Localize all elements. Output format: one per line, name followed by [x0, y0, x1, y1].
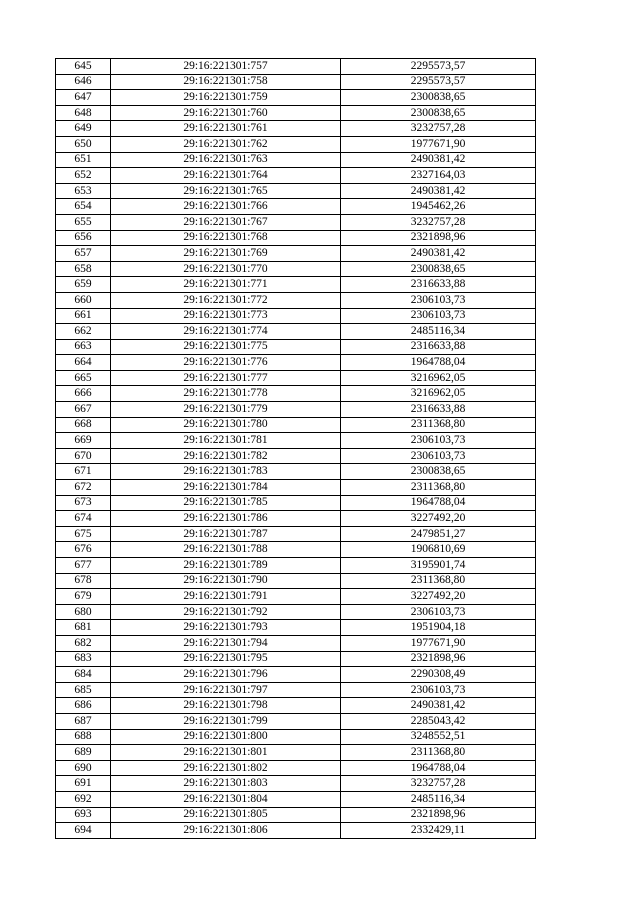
row-number-cell: 654 [56, 199, 111, 215]
cadastral-number-cell: 29:16:221301:779 [111, 402, 341, 418]
table-row [56, 760, 536, 776]
cadastral-number-cell: 29:16:221301:798 [111, 698, 341, 714]
cadastral-number-cell: 29:16:221301:806 [111, 823, 341, 839]
row-number-cell: 662 [56, 324, 111, 340]
cadastral-number-cell: 29:16:221301:776 [111, 355, 341, 371]
table-row [56, 807, 536, 823]
cadastral-number-cell: 29:16:221301:774 [111, 324, 341, 340]
cadastral-value-cell: 2300838,65 [341, 261, 536, 277]
row-number-cell: 653 [56, 183, 111, 199]
cadastral-number-cell: 29:16:221301:785 [111, 495, 341, 511]
row-number-cell: 673 [56, 495, 111, 511]
cadastral-number-cell: 29:16:221301:804 [111, 791, 341, 807]
table-row [56, 729, 536, 745]
table-row [56, 261, 536, 277]
table-row [56, 604, 536, 620]
cadastral-number-cell: 29:16:221301:782 [111, 448, 341, 464]
cadastral-number-cell: 29:16:221301:762 [111, 136, 341, 152]
table-row [56, 823, 536, 839]
table-row [56, 651, 536, 667]
row-number-cell: 652 [56, 168, 111, 184]
cadastral-value-cell: 2295573,57 [341, 74, 536, 90]
cadastral-value-cell: 2311368,80 [341, 745, 536, 761]
row-number-cell: 694 [56, 823, 111, 839]
cadastral-value-cell: 2311368,80 [341, 480, 536, 496]
cadastral-value-cell: 1977671,90 [341, 635, 536, 651]
row-number-cell: 686 [56, 698, 111, 714]
row-number-cell: 674 [56, 511, 111, 527]
cadastral-value-cell: 3227492,20 [341, 589, 536, 605]
cadastral-number-cell: 29:16:221301:790 [111, 573, 341, 589]
row-number-cell: 675 [56, 526, 111, 542]
cadastral-value-cell: 1964788,04 [341, 760, 536, 776]
row-number-cell: 657 [56, 246, 111, 262]
cadastral-number-cell: 29:16:221301:775 [111, 339, 341, 355]
table-row [56, 59, 536, 75]
row-number-cell: 649 [56, 121, 111, 137]
table-row [56, 480, 536, 496]
cadastral-value-cell: 1951904,18 [341, 620, 536, 636]
table-row [56, 230, 536, 246]
table-row [56, 620, 536, 636]
table-row [56, 682, 536, 698]
cadastral-value-cell: 2316633,88 [341, 339, 536, 355]
table-row [56, 355, 536, 371]
table-row [56, 308, 536, 324]
row-number-cell: 691 [56, 776, 111, 792]
row-number-cell: 651 [56, 152, 111, 168]
cadastral-value-cell: 2300838,65 [341, 90, 536, 106]
cadastral-number-cell: 29:16:221301:800 [111, 729, 341, 745]
cadastral-number-cell: 29:16:221301:802 [111, 760, 341, 776]
cadastral-value-cell: 2300838,65 [341, 464, 536, 480]
table-row [56, 448, 536, 464]
row-number-cell: 681 [56, 620, 111, 636]
cadastral-number-cell: 29:16:221301:768 [111, 230, 341, 246]
cadastral-value-cell: 3248552,51 [341, 729, 536, 745]
cadastral-number-cell: 29:16:221301:796 [111, 667, 341, 683]
cadastral-number-cell: 29:16:221301:789 [111, 558, 341, 574]
cadastral-number-cell: 29:16:221301:788 [111, 542, 341, 558]
cadastral-value-cell: 2321898,96 [341, 230, 536, 246]
cadastral-number-cell: 29:16:221301:772 [111, 292, 341, 308]
cadastral-number-cell: 29:16:221301:781 [111, 433, 341, 449]
cadastral-value-cell: 3195901,74 [341, 558, 536, 574]
row-number-cell: 678 [56, 573, 111, 589]
cadastral-number-cell: 29:16:221301:764 [111, 168, 341, 184]
table-body [56, 59, 536, 839]
row-number-cell: 658 [56, 261, 111, 277]
row-number-cell: 655 [56, 214, 111, 230]
table-row [56, 417, 536, 433]
row-number-cell: 682 [56, 635, 111, 651]
cadastral-value-table [55, 58, 536, 839]
table-row [56, 745, 536, 761]
cadastral-value-cell: 2316633,88 [341, 277, 536, 293]
cadastral-value-cell: 2295573,57 [341, 59, 536, 75]
cadastral-number-cell: 29:16:221301:769 [111, 246, 341, 262]
table-row [56, 526, 536, 542]
cadastral-number-cell: 29:16:221301:773 [111, 308, 341, 324]
cadastral-number-cell: 29:16:221301:792 [111, 604, 341, 620]
table-row [56, 152, 536, 168]
cadastral-number-cell: 29:16:221301:763 [111, 152, 341, 168]
cadastral-number-cell: 29:16:221301:803 [111, 776, 341, 792]
row-number-cell: 647 [56, 90, 111, 106]
cadastral-number-cell: 29:16:221301:801 [111, 745, 341, 761]
cadastral-value-cell: 2306103,73 [341, 604, 536, 620]
table-row [56, 402, 536, 418]
row-number-cell: 656 [56, 230, 111, 246]
row-number-cell: 687 [56, 713, 111, 729]
cadastral-number-cell: 29:16:221301:777 [111, 370, 341, 386]
cadastral-value-cell: 2479851,27 [341, 526, 536, 542]
table-row [56, 635, 536, 651]
table-row [56, 698, 536, 714]
cadastral-number-cell: 29:16:221301:766 [111, 199, 341, 215]
row-number-cell: 645 [56, 59, 111, 75]
cadastral-value-cell: 2285043,42 [341, 713, 536, 729]
cadastral-value-cell: 3232757,28 [341, 214, 536, 230]
cadastral-number-cell: 29:16:221301:797 [111, 682, 341, 698]
row-number-cell: 689 [56, 745, 111, 761]
table-row [56, 90, 536, 106]
cadastral-number-cell: 29:16:221301:765 [111, 183, 341, 199]
table-row [56, 246, 536, 262]
row-number-cell: 669 [56, 433, 111, 449]
table-row [56, 136, 536, 152]
row-number-cell: 661 [56, 308, 111, 324]
cadastral-number-cell: 29:16:221301:771 [111, 277, 341, 293]
table-row [56, 386, 536, 402]
cadastral-number-cell: 29:16:221301:793 [111, 620, 341, 636]
cadastral-number-cell: 29:16:221301:795 [111, 651, 341, 667]
cadastral-number-cell: 29:16:221301:759 [111, 90, 341, 106]
row-number-cell: 670 [56, 448, 111, 464]
table-row [56, 511, 536, 527]
cadastral-value-cell: 2306103,73 [341, 433, 536, 449]
cadastral-value-cell: 3232757,28 [341, 776, 536, 792]
cadastral-value-cell: 3232757,28 [341, 121, 536, 137]
cadastral-number-cell: 29:16:221301:805 [111, 807, 341, 823]
table-row [56, 573, 536, 589]
row-number-cell: 665 [56, 370, 111, 386]
cadastral-value-cell: 2316633,88 [341, 402, 536, 418]
row-number-cell: 688 [56, 729, 111, 745]
row-number-cell: 646 [56, 74, 111, 90]
table-row [56, 776, 536, 792]
table-row [56, 370, 536, 386]
cadastral-number-cell: 29:16:221301:794 [111, 635, 341, 651]
cadastral-value-cell: 2490381,42 [341, 152, 536, 168]
cadastral-value-cell: 2485116,34 [341, 791, 536, 807]
table-row [56, 74, 536, 90]
cadastral-value-cell: 2321898,96 [341, 807, 536, 823]
cadastral-value-cell: 2332429,11 [341, 823, 536, 839]
cadastral-value-cell: 1945462,26 [341, 199, 536, 215]
row-number-cell: 660 [56, 292, 111, 308]
table-row [56, 277, 536, 293]
cadastral-value-cell: 3227492,20 [341, 511, 536, 527]
row-number-cell: 677 [56, 558, 111, 574]
table-row [56, 324, 536, 340]
cadastral-number-cell: 29:16:221301:780 [111, 417, 341, 433]
cadastral-number-cell: 29:16:221301:786 [111, 511, 341, 527]
cadastral-value-cell: 3216962,05 [341, 370, 536, 386]
row-number-cell: 659 [56, 277, 111, 293]
cadastral-number-cell: 29:16:221301:791 [111, 589, 341, 605]
row-number-cell: 667 [56, 402, 111, 418]
row-number-cell: 648 [56, 105, 111, 121]
row-number-cell: 692 [56, 791, 111, 807]
row-number-cell: 664 [56, 355, 111, 371]
cadastral-value-cell: 1906810,69 [341, 542, 536, 558]
table-row [56, 214, 536, 230]
row-number-cell: 684 [56, 667, 111, 683]
cadastral-value-cell: 2485116,34 [341, 324, 536, 340]
cadastral-number-cell: 29:16:221301:761 [111, 121, 341, 137]
cadastral-value-cell: 2311368,80 [341, 417, 536, 433]
table-row [56, 105, 536, 121]
table-row [56, 542, 536, 558]
cadastral-value-cell: 1977671,90 [341, 136, 536, 152]
cadastral-value-cell: 2300838,65 [341, 105, 536, 121]
table-row [56, 121, 536, 137]
cadastral-number-cell: 29:16:221301:778 [111, 386, 341, 402]
table-row [56, 433, 536, 449]
cadastral-number-cell: 29:16:221301:787 [111, 526, 341, 542]
row-number-cell: 663 [56, 339, 111, 355]
row-number-cell: 650 [56, 136, 111, 152]
table-row [56, 495, 536, 511]
cadastral-number-cell: 29:16:221301:799 [111, 713, 341, 729]
table-row [56, 199, 536, 215]
cadastral-value-cell: 2321898,96 [341, 651, 536, 667]
cadastral-number-cell: 29:16:221301:783 [111, 464, 341, 480]
row-number-cell: 693 [56, 807, 111, 823]
cadastral-number-cell: 29:16:221301:784 [111, 480, 341, 496]
cadastral-value-cell: 2306103,73 [341, 308, 536, 324]
cadastral-number-cell: 29:16:221301:758 [111, 74, 341, 90]
table-row [56, 464, 536, 480]
cadastral-value-cell: 2306103,73 [341, 448, 536, 464]
row-number-cell: 685 [56, 682, 111, 698]
cadastral-number-cell: 29:16:221301:757 [111, 59, 341, 75]
table-row [56, 791, 536, 807]
row-number-cell: 690 [56, 760, 111, 776]
cadastral-value-cell: 2490381,42 [341, 246, 536, 262]
row-number-cell: 676 [56, 542, 111, 558]
row-number-cell: 666 [56, 386, 111, 402]
cadastral-value-cell: 2327164,03 [341, 168, 536, 184]
cadastral-value-cell: 1964788,04 [341, 355, 536, 371]
cadastral-value-cell: 2306103,73 [341, 292, 536, 308]
table-row [56, 589, 536, 605]
cadastral-value-cell: 2311368,80 [341, 573, 536, 589]
cadastral-number-cell: 29:16:221301:770 [111, 261, 341, 277]
cadastral-value-cell: 1964788,04 [341, 495, 536, 511]
cadastral-number-cell: 29:16:221301:760 [111, 105, 341, 121]
row-number-cell: 672 [56, 480, 111, 496]
table-row [56, 292, 536, 308]
cadastral-value-cell: 2290308,49 [341, 667, 536, 683]
row-number-cell: 683 [56, 651, 111, 667]
row-number-cell: 668 [56, 417, 111, 433]
cadastral-value-cell: 2490381,42 [341, 183, 536, 199]
cadastral-value-cell: 2490381,42 [341, 698, 536, 714]
table-row [56, 183, 536, 199]
cadastral-value-cell: 2306103,73 [341, 682, 536, 698]
row-number-cell: 680 [56, 604, 111, 620]
cadastral-value-cell: 3216962,05 [341, 386, 536, 402]
table-row [56, 168, 536, 184]
table-row [56, 558, 536, 574]
table-row [56, 667, 536, 683]
table-row [56, 339, 536, 355]
row-number-cell: 679 [56, 589, 111, 605]
cadastral-number-cell: 29:16:221301:767 [111, 214, 341, 230]
row-number-cell: 671 [56, 464, 111, 480]
table-row [56, 713, 536, 729]
